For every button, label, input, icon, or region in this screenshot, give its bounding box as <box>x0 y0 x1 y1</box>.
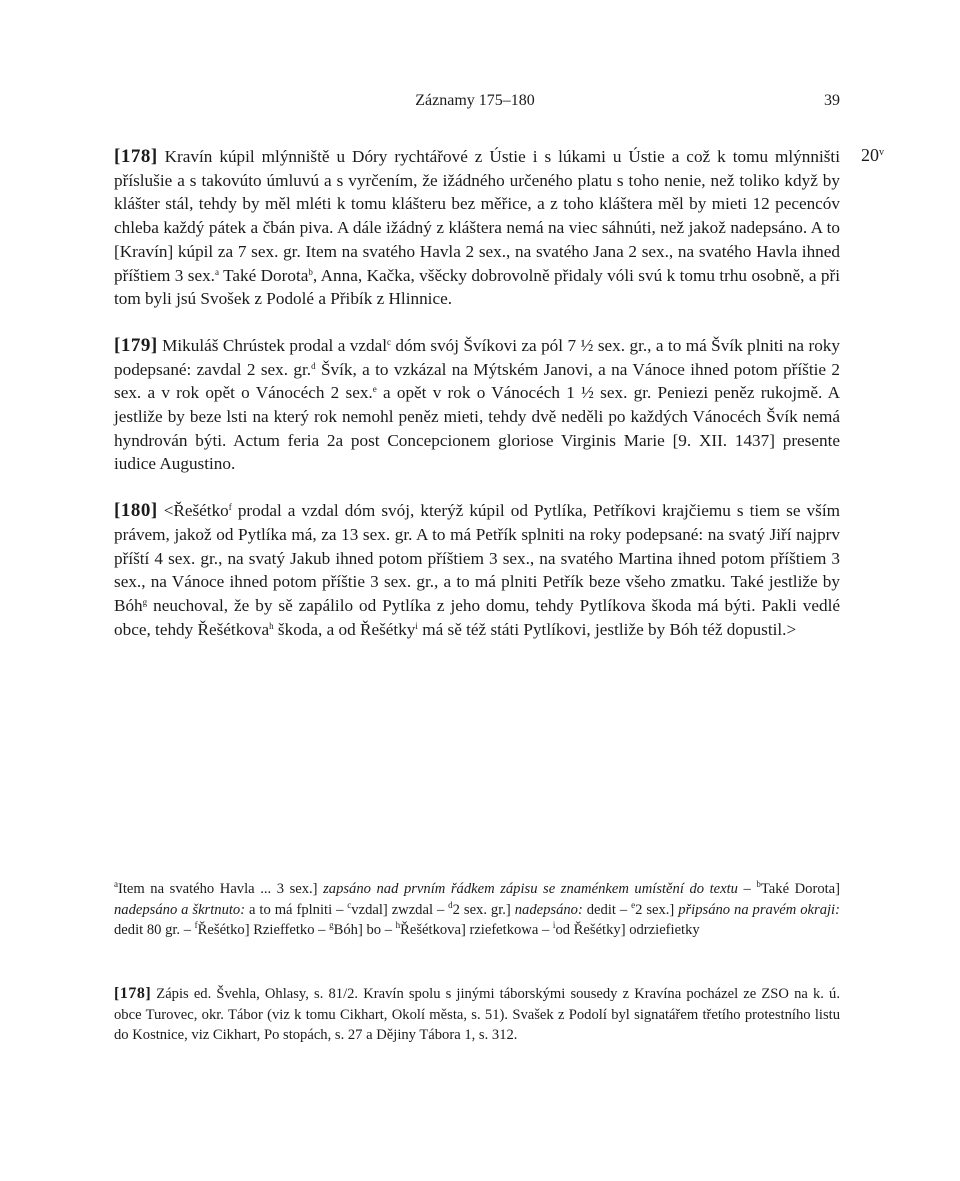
comment-text: Zápis ed. Švehla, Ohlasy, s. 81/2. Kravín spolu s jinými táborskými sousedy z Kravína pocházel ze ZSO na k. ú. obce Turovec, okr. Tábor (viz k tomu Cikhart, Okolí města, s. 51). Svašek z Podolí byl signatářem třetího protestního listu do Kostnice, viz Cikhart, Po stopách, s. 27 a Dějiny Tábora 1, s. 312. <box>114 986 840 1043</box>
entry-number: [180] <box>114 500 158 522</box>
lemma: 2 sex.] <box>635 901 675 918</box>
footnote-mark: e <box>372 384 377 395</box>
main-text <box>114 145 840 641</box>
folio-number: 20 <box>861 145 879 165</box>
note-rest: a to má fplniti – <box>245 901 348 918</box>
footnote-mark: b <box>756 879 761 889</box>
footnote-mark: h <box>269 620 274 631</box>
entry-text: má sě též státi Pytlíkovi, jestliže by Bóh též dopustil.> <box>417 619 797 639</box>
entry-text: <Řešétko <box>157 501 229 521</box>
footnote-mark: a <box>214 266 219 277</box>
note-rest: vzdal] zwzdal – <box>351 901 449 918</box>
lemma: Item na svatého Havla ... 3 sex.] <box>118 881 318 897</box>
commentary-text <box>114 984 840 1046</box>
footnote-mark: g <box>329 920 334 930</box>
note: nadepsáno a škrtnuto: <box>114 901 246 918</box>
lemma: Také Dorota] <box>760 881 841 897</box>
note-rest: dedit – <box>582 901 632 918</box>
entry-text: Kravín kúpil mlýnniště u Dóry rychtářové z Ústie i s lúkami u Ústie a což k tomu mlýnništi příslušie a s takovúto úmluvú a s vyrčením, že ižádného určeného platu s toho nenie, než toliko když by klášter stál, tehdy by měl mléti k tomu klášteru bez měřice, a z toho kláštera měl by mieti 12 pecencóv chleba každý pátek a čbán piva. A dále ižádný z kláštera nemá na viec sáhnúti, než jakož nadepsáno. A to [Kravín] kúpil za 7 sex. gr. Item na svatého Havla 2 sex., na svatého Jana 2 sex., na svatého Havla ihned příštiem 3 sex. <box>114 147 840 285</box>
footnote-mark: b <box>308 266 313 277</box>
folio-side: v <box>879 147 884 158</box>
entry-text: Také Dorota <box>218 265 309 285</box>
note: nadepsáno: <box>510 901 583 918</box>
running-title: Záznamy 175–180 <box>415 92 535 109</box>
footnote-mark: c <box>386 336 391 347</box>
entry-text: prodal a vzdal dóm svój, kterýž kúpil od Pytlíka, Petříkovi krajčiemu s tiem se vším právem, jakož od Pytlíka má, za 13 sex. gr. A to má Petřík splniti na roky podepsané: na svatý Jiří najprv příští 4 sex. gr., na svatý Jakub ihned potom příštiem 3 sex., na svatého Martina ihned potom příštiem 3 sex., na Vánoce ihned potom příštie 3 sex. gr., a to má plniti Petřík beze všeho zmatku. Také jestliže by Bóh <box>114 501 840 615</box>
note: připsáno na pravém okraji: <box>674 901 840 918</box>
footnote-mark: i <box>415 620 418 631</box>
entry-text: Mikuláš Chrústek prodal a vzdal <box>157 335 387 355</box>
entry-number: [178] <box>114 985 152 1002</box>
page-header <box>110 92 840 114</box>
folio-marker <box>861 145 884 166</box>
entry-text: a opět v rok o Vánocéch 1 ½ sex. gr. Peniezi peněz rukojmě. A jestliže by beze lsti na který rok nemohl peněz mieti, tehdy dvě neděli po každých Vánocéch Švík nemá hyndrován býti. Actum feria 2a post Concepcionem gloriose Virginis Marie [9. XII. 1437] presente iudice Augustino. <box>114 383 840 474</box>
lemma: 2 sex. gr.] <box>452 901 511 918</box>
note-rest: dedit 80 gr. – <box>114 922 195 938</box>
entry-number: [179] <box>114 334 158 356</box>
entry-180 <box>114 499 840 641</box>
note-rest: od Řešétky] odrziefietky <box>555 922 700 938</box>
footnote-mark: d <box>448 899 453 910</box>
entry-text: neuchoval, že by sě zapálilo od Pytlíka z jeho domu, tehdy Pytlíkova škoda má býti. Pakli vedlé obce, tehdy Řešétkova <box>114 595 840 639</box>
note: zapsáno nad prvním řádkem zápisu se znaménkem umístění do textu <box>317 881 738 897</box>
footnote-mark: d <box>311 360 316 371</box>
footnote-mark: c <box>347 899 352 910</box>
entry-number: [178] <box>114 146 158 167</box>
critical-apparatus <box>114 879 840 941</box>
entry-text: škoda, a od Řešétky <box>273 619 416 639</box>
footnote-mark: e <box>631 899 636 910</box>
note-rest: Řešétko] Rzieffetko – <box>197 922 330 938</box>
commentary <box>114 984 840 1046</box>
footnote-mark: g <box>142 596 148 607</box>
entry-text: Švík, a to vzkázal na Mýtském Janovi, a na Vánoce ihned potom příštie 2 sex. a v rok opět o Vánocéch 2 sex. <box>114 359 840 403</box>
entry-text: , Anna, Kačka, všěcky dobrovolně přidaly vóli svú k tomu trhu osobně, a při tom byli jsú Svošek z Podolé a Přibík z Hlinnice. <box>114 265 840 309</box>
entry-178 <box>114 145 840 311</box>
footnote-mark: i <box>552 920 556 930</box>
footnote-mark: a <box>114 879 118 889</box>
note-rest: Bóh] bo – <box>333 922 396 938</box>
entry-179 <box>114 334 840 476</box>
note-rest: Řešétkova] rziefetkowa – <box>400 922 553 938</box>
footnote-mark: f <box>228 502 232 513</box>
footnote-mark: f <box>194 920 198 930</box>
apparatus-text: $^a$Item na svatého Havla ... 3 sex.] zapsáno nad prvním řádkem zápisu se znaménkem umístění do textu – $^b$Také Dorota] nadepsáno a škrtnuto: a to má fplniti – $^c$vzdal] zwzdal – $^d$2 sex. gr.] nadepsáno: dedit – $^e$2 sex.] připsáno na pravém okraji: dedit 80 gr. – $^f$Řešétko] Rzieffetko – $^g$Bóh] bo – $^h$Řešétkova] rziefetkowa – $^i$od Řešétky] odrziefietky <box>114 879 841 938</box>
entry-text: dóm svój Švíkovi za pól 7 ½ sex. gr., a to má Švík plniti na roky podepsané: zavdal 2 sex. gr. <box>114 335 840 379</box>
page-number: 39 <box>824 92 840 109</box>
footnote-mark: h <box>395 920 401 930</box>
